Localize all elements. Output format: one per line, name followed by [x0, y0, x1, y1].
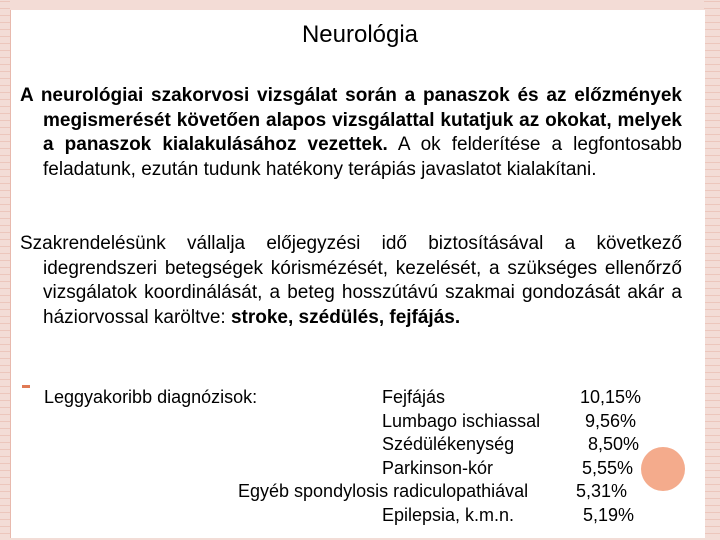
value-row	[574, 480, 654, 504]
diagnosis-name: Fejfájás	[382, 387, 446, 407]
services-paragraph	[20, 232, 682, 330]
left-decor-stripe	[0, 0, 10, 540]
diagnosis-name: Epilepsia, k.m.n.	[382, 504, 515, 525]
diagnosis-value: 10,15%	[580, 387, 642, 407]
diagnosis-value: 8,50%	[588, 434, 640, 454]
value-row	[574, 504, 654, 528]
page-title: Neurológia	[301, 21, 419, 48]
diagnosis-row	[238, 457, 586, 481]
diagnoses-names	[238, 386, 586, 527]
diagnosis-row	[238, 504, 586, 528]
intro-paragraph	[20, 84, 682, 182]
diagnoses-values	[574, 386, 654, 527]
decor-circle	[641, 447, 685, 491]
diagnosis-value: 5,31%	[576, 481, 628, 501]
diagnosis-name: Egyéb spondylosis radiculopathiával	[238, 481, 529, 501]
services-text: Szakrendelésünk vállalja előjegyzési idő biztosításával a következő idegrendszeri betegségek kórismézését, kezelését, a szükséges ellenőrző vizsgálatok koordinálását, a beteg hosszútávú szakmai gondozását akár a háziorvossal karöltve:	[20, 233, 682, 328]
diagnosis-row	[238, 410, 586, 434]
diagnosis-value: 5,19%	[583, 504, 635, 525]
diagnosis-value: 9,56%	[585, 410, 637, 431]
value-row	[574, 386, 654, 410]
diagnoses-label: Leggyakoribb diagnózisok:	[44, 387, 258, 407]
diagnosis-value: 5,55%	[582, 457, 634, 478]
diagnosis-name: Lumbago ischiassal	[382, 410, 541, 431]
intro-bold-text: A neurológiai szakorvosi vizsgálat során a panaszok és az előzmények megismerését követően alapos vizsgálattal kutatjuk az okokat, melyek a panaszok kialakulásához vezettek.	[20, 85, 682, 156]
bullet-dash-icon	[22, 385, 30, 388]
value-row	[574, 410, 654, 434]
services-bold-text: stroke, szédülés, fejfájás.	[230, 306, 461, 328]
diagnosis-row	[238, 480, 586, 504]
value-row	[574, 433, 654, 457]
diagnosis-name: Szédülékenység	[382, 434, 515, 454]
diagnosis-row	[238, 433, 586, 457]
diagnosis-name: Parkinson-kór	[382, 457, 494, 478]
right-decor-stripe	[704, 0, 720, 540]
intro-text: A ok felderítése a legfontosabb feladatunk, ezután tudunk hatékony terápiás javaslatot kialakítani.	[43, 134, 682, 180]
diagnosis-row	[238, 386, 586, 410]
